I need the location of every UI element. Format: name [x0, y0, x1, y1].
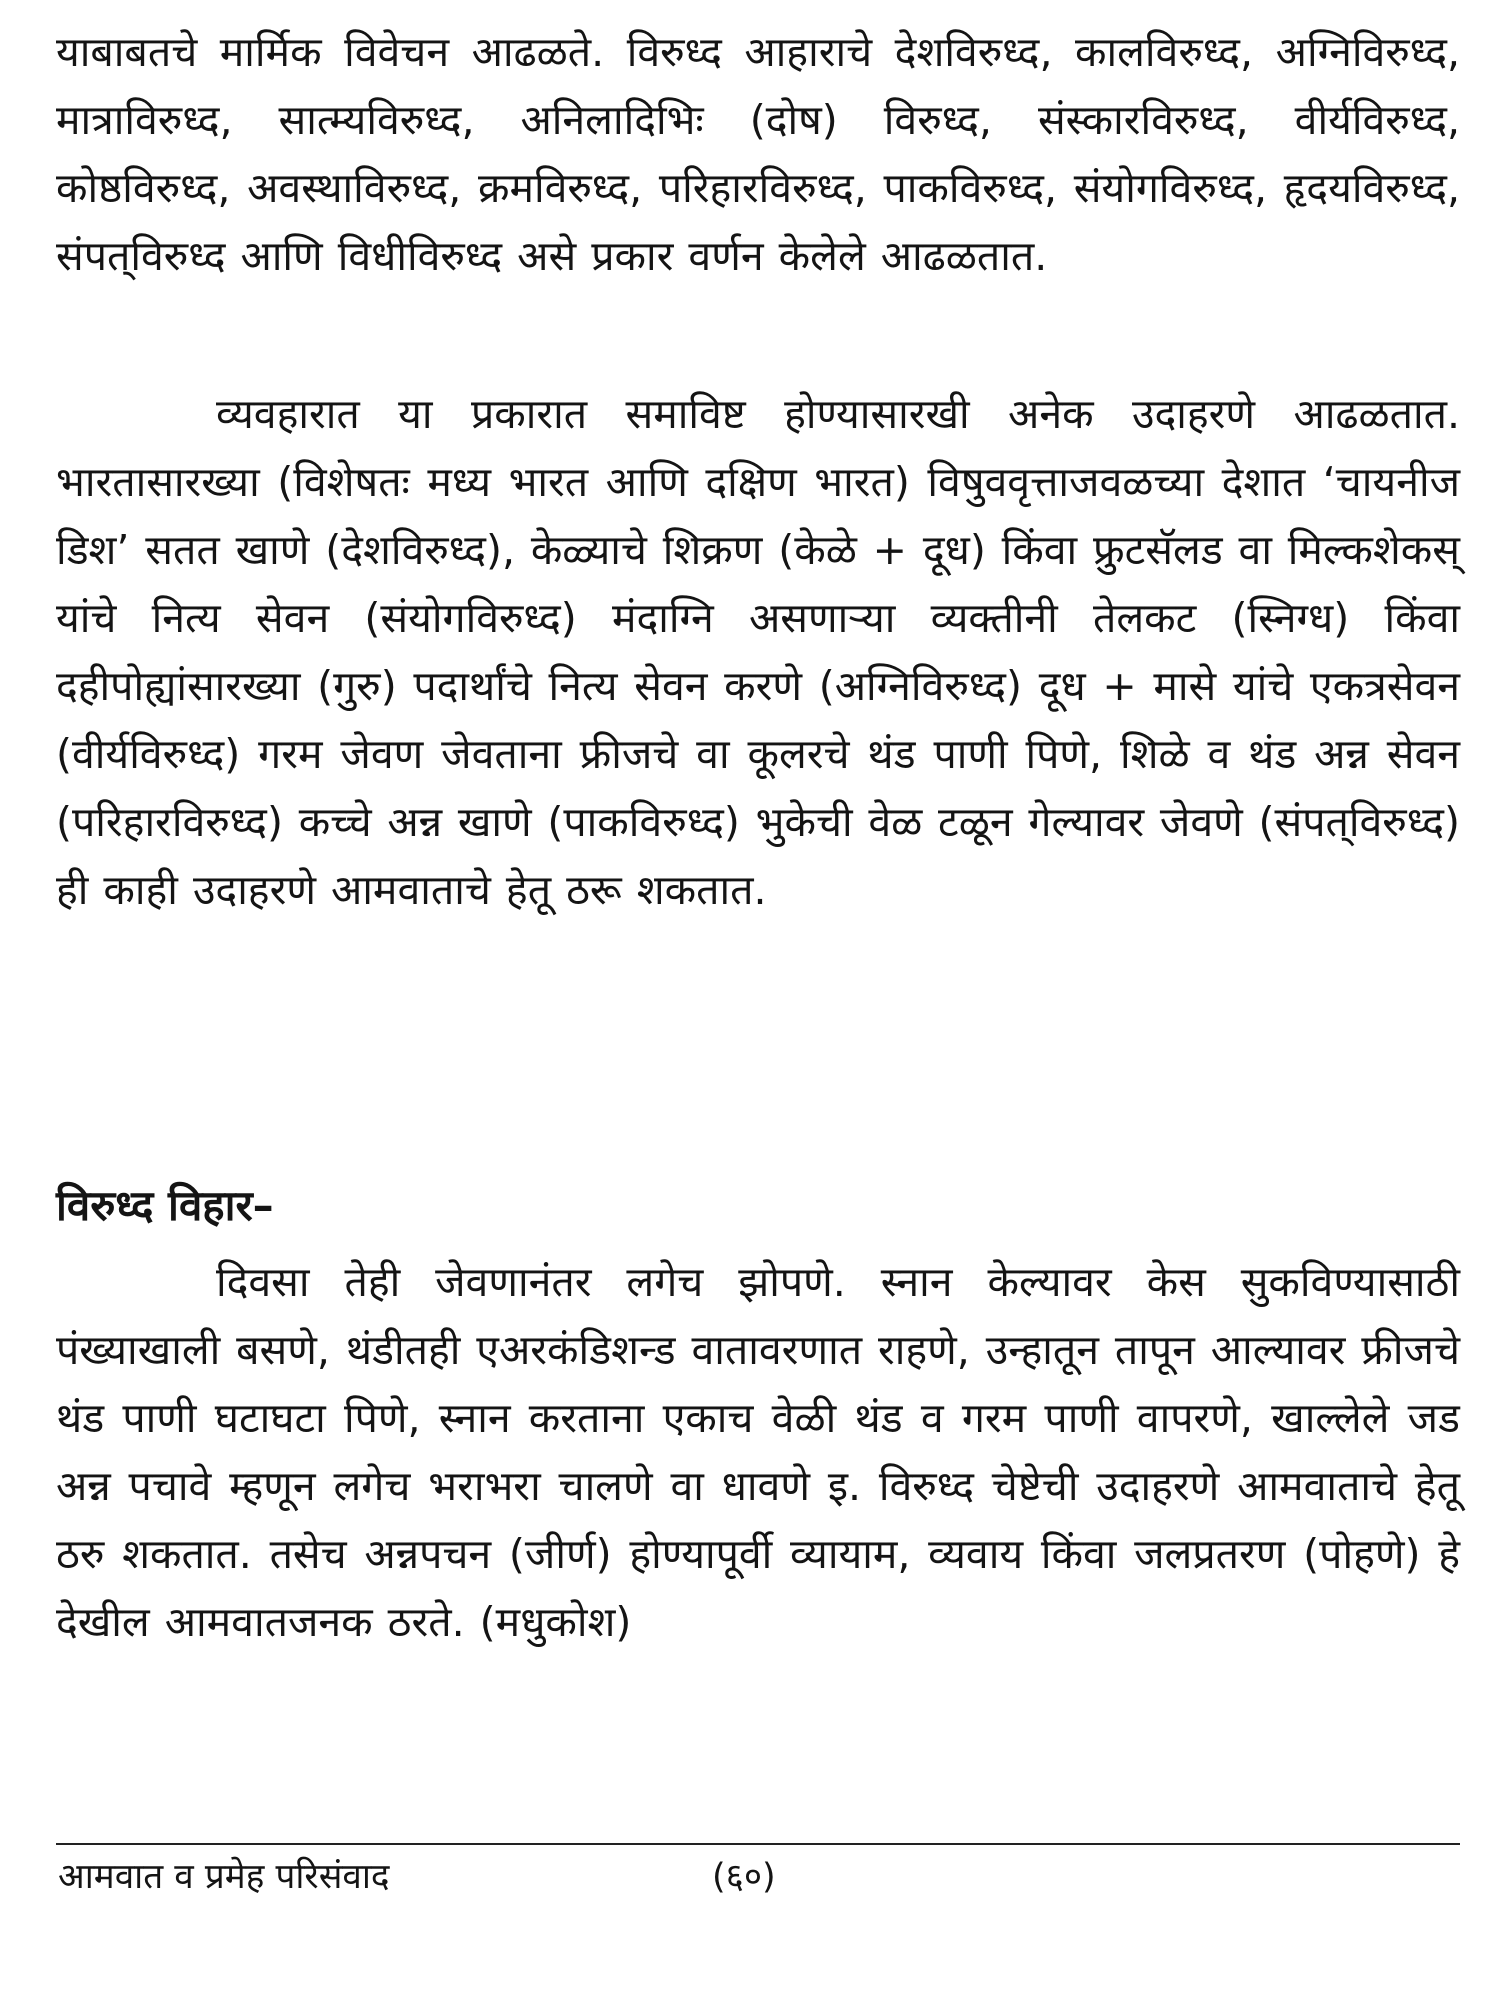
paragraph-viruddha-vihara: दिवसा तेही जेवणानंतर लगेच झोपणे. स्नान केल्यावर केस सुकविण्यासाठी पंख्याखाली बसणे, थंडीतही एअरकंडिशन्ड वातावरणात राहणे, उन्हातून तापून आल्यावर फ्रीजचे थंड पाणी घटाघटा पिणे, स्नान करताना एकाच वेळी थंड व गरम पाणी वापरणे, खाल्लेले जड अन्न पचावे म्हणून लगेच भराभरा चालणे वा धावणे इ. विरुध्द चेष्टेची उदाहरणे आमवाताचे हेतू ठरु शकतात. तसेच अन्नपचन (जीर्ण) होण्यापूर्वी व्यायाम, व्यवाय किंवा जलप्रतरण (पोहणे) हे देखील आमवातजनक ठरते. (मधुकोश): [56, 1258, 1460, 1646]
paragraph-viruddha-examples: व्यवहारात या प्रकारात समाविष्ट होण्यासारखी अनेक उदाहरणे आढळतात. भारतासारख्या (विशेषतः मध्य भारत आणि दक्षिण भारत) विषुववृत्ताजवळच्या देशात ‘चायनीज डिश’ सतत खाणे (देशविरुध्द), केळ्याचे शिक्रण (केळे + दूध) किंवा फ्रुटसॅलड वा मिल्कशेकस्‌ यांचे नित्य सेवन (संयोगविरुध्द) मंदाग्नि असणाऱ्या व्यक्तीनी तेलकट (स्निग्ध) किंवा दहीपोह्यांसारख्या (गुरु) पदार्थांचे नित्य सेवन करणे (अग्निविरुध्द) दूध + मासे यांचे एकत्रसेवन (वीर्यविरुध्द) गरम जेवण जेवताना फ्रीजचे वा कूलरचे थंड पाणी पिणे, शिळे व थंड अन्न सेवन (परिहारविरुध्द) कच्चे अन्न खाणे (पाकविरुध्द) भुकेची वेळ टळून गेल्यावर जेवणे (संपत्‌विरुध्द) ही काही उदाहरणे आमवाताचे हेतू ठरू शकतात.: [56, 390, 1460, 914]
paragraph-viruddha-ahara-types: याबाबतचे मार्मिक विवेचन आढळते. विरुध्द आहाराचे देशविरुध्द, कालविरुध्द, अग्निविरुध्द, मात्राविरुध्द, सात्म्यविरुध्द, अनिलादिभिः (दोष) विरुध्द, संस्कारविरुध्द, वीर्यविरुध्द, कोष्ठविरुध्द, अवस्थाविरुध्द, क्रमविरुध्द, परिहारविरुध्द, पाकविरुध्द, संयोगविरुध्द, हृदयविरुध्द, संपत्‌विरुध्द आणि विधीविरुध्द असे प्रकार वर्णन केलेले आढळतात.: [56, 28, 1460, 280]
footer-divider: [56, 1843, 1460, 1845]
section-heading-viruddha-vihara: विरुध्द विहार–: [56, 1181, 274, 1230]
footer-book-title: आमवात व प्रमेह परिसंवाद: [58, 1857, 390, 1897]
footer-page-number: (६०): [712, 1857, 776, 1897]
